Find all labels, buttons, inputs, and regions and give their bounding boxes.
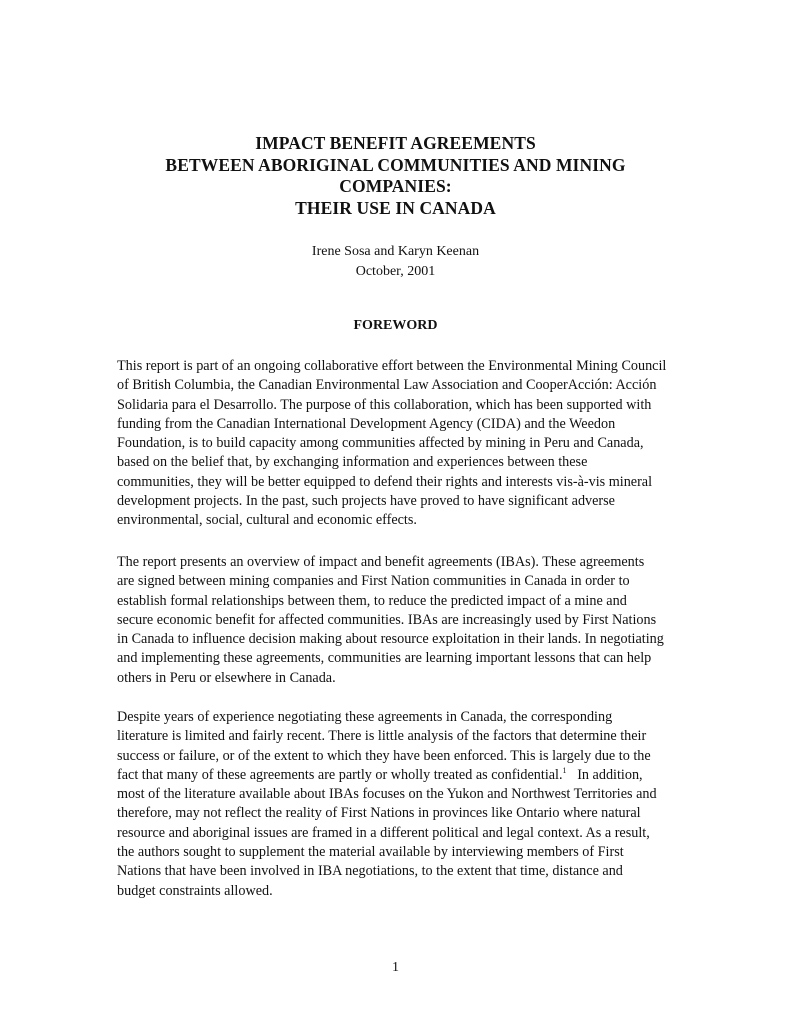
text-line: [117, 766, 697, 785]
text-line: secure economic benefit for affected communities. IBAs are increasingly used by First Nations: [117, 611, 657, 628]
text-line: Despite years of experience negotiating these agreements in Canada, the corresponding: [117, 709, 613, 725]
text-line: and implementing these agreements, communities are learning important lessons that can help: [117, 650, 652, 667]
text-line: literature is limited and fairly recent. There is little analysis of the factors that determine their: [117, 728, 647, 745]
text-line: Solidaria para el Desarrollo. The purpose of this collaboration, which has been supported with: [117, 396, 652, 413]
page-number: 1: [392, 960, 399, 975]
authors: Irene Sosa and Karyn Keenan: [311, 244, 480, 259]
document-title: [0, 133, 791, 219]
text-line: resource and aboriginal issues are framed in a different political and legal context. As a result,: [117, 824, 650, 841]
text-line: The report presents an overview of impact and benefit agreements (IBAs). These agreements: [117, 554, 645, 570]
text-line: in Canada to influence decision making about resource exploitation in their lands. In negotiating: [117, 631, 664, 648]
text-line: therefore, may not reflect the reality of First Nations in provinces like Ontario where natural: [117, 805, 641, 822]
text-line: This report is part of an ongoing collaborative effort between the Environmental Mining Council: [117, 358, 667, 374]
text-line: funding from the Canadian International Development Agency (CIDA) and the Weedon: [117, 415, 616, 432]
text-line: Nations that have been involved in IBA negotiations, to the extent that time, distance and: [117, 863, 623, 880]
text-line: environmental, social, cultural and economic effects.: [117, 512, 417, 529]
paragraph: [117, 553, 697, 688]
text-line: others in Peru or elsewhere in Canada.: [117, 669, 336, 686]
title-line: COMPANIES:: [339, 176, 452, 196]
section-heading: FOREWORD: [353, 318, 438, 333]
date: October, 2001: [355, 263, 436, 279]
paragraph: [117, 357, 697, 531]
text-line: most of the literature available about IBAs focuses on the Yukon and Northwest Territories and: [117, 786, 657, 803]
text-line: Foundation, is to build capacity among communities affected by mining in Peru and Canada,: [117, 435, 644, 452]
text-line: communities, they will be better equipped to defend their rights and interests vis-à-vis mineral: [117, 473, 653, 490]
text-line: budget constraints allowed.: [117, 882, 273, 899]
text-line: the authors sought to supplement the material available by interviewing members of First: [117, 844, 624, 861]
byline: [0, 242, 791, 281]
text-line: based on the belief that, by exchanging information and experiences between these: [117, 454, 588, 471]
text-line: development projects. In the past, such projects have proved to have significant adverse: [117, 493, 615, 510]
text-line: of British Columbia, the Canadian Environmental Law Association and CooperAcción: Acción: [117, 377, 657, 394]
title-line: THEIR USE IN CANADA: [295, 197, 496, 218]
title-line: IMPACT BENEFIT AGREEMENTS: [255, 133, 536, 153]
title-line: BETWEEN ABORIGINAL COMMUNITIES AND MINING: [165, 154, 626, 175]
text-segment: fact that many of these agreements are partly or wholly treated as confidential.: [117, 766, 563, 783]
footnote-marker[interactable]: 1: [562, 765, 567, 775]
text-line: success or failure, or of the extent to which they have been enforced. This is largely due to the: [117, 747, 651, 764]
paragraph: [117, 708, 697, 901]
text-line: are signed between mining companies and First Nation communities in Canada in order to: [117, 573, 630, 590]
text-line: establish formal relationships between them, to reduce the predicted impact of a mine and: [117, 592, 627, 609]
text-segment: In addition,: [566, 766, 643, 783]
